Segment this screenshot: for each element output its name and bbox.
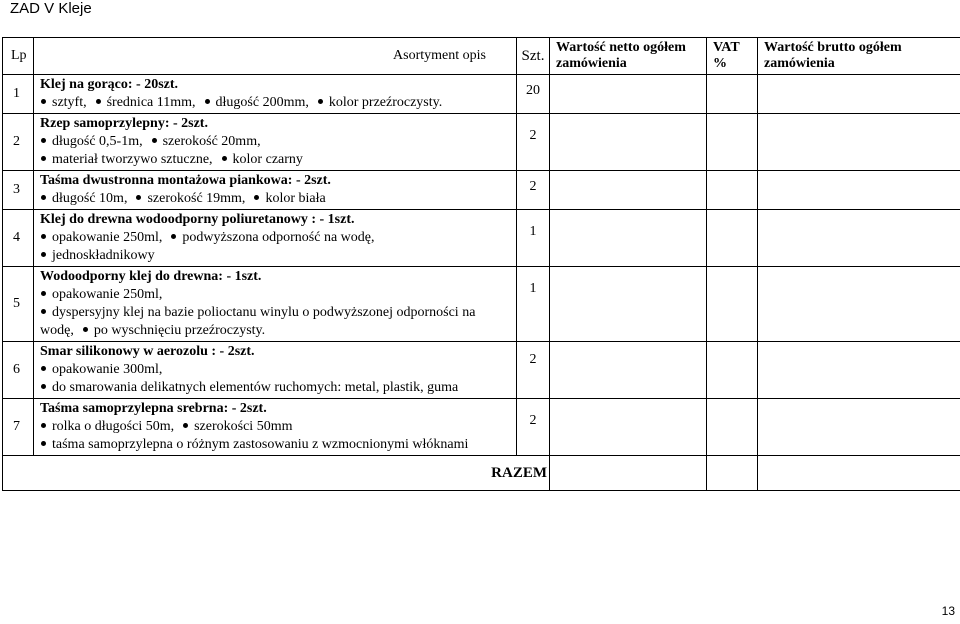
row-lp: 1 [3,75,34,114]
page-number: 13 [941,604,955,618]
bullet-icon [318,99,323,104]
row-description: Taśma samoprzylepna srebrna: - 2szt. rolka o długości 50m, szerokości 50mm taśma samoprzylepna o różnym zastosowaniu z wzmocnionymi włóknami [34,399,517,456]
bullet-icon [183,423,188,428]
bullet-icon [41,195,46,200]
bullet-icon [41,234,46,239]
document-title: ZAD V Kleje [10,0,92,17]
row-brutto [758,114,960,171]
row-netto [550,75,707,114]
row-quantity: 2 [517,399,550,456]
bullet-icon [96,99,101,104]
bullet-icon [41,291,46,296]
header-szt: Szt. [517,38,550,75]
row-lp: 5 [3,267,34,342]
table-row [3,114,960,171]
table-row [3,210,960,267]
product-name: Taśma dwustronna montażowa piankowa: - 2szt. [40,173,331,188]
row-description: Klej do drewna wodoodporny poliuretanowy : - 1szt. opakowanie 250ml, podwyższona odporność na wodę, jednoskładnikowy [34,210,517,267]
product-name: Klej na gorąco: - 20szt. [40,77,179,92]
row-brutto [758,342,960,399]
row-netto [550,267,707,342]
bullet-icon [41,423,46,428]
row-brutto [758,210,960,267]
row-quantity: 2 [517,342,550,399]
table-row [3,171,960,210]
total-row [3,456,960,491]
row-quantity: 20 [517,75,550,114]
row-brutto [758,75,960,114]
bullet-icon [41,441,46,446]
row-description: Rzep samoprzylepny: - 2szt. długość 0,5-1m, szerokość 20mm, materiał tworzywo sztuczne, kolor czarny [34,114,517,171]
row-netto [550,399,707,456]
row-quantity: 1 [517,210,550,267]
row-description: Smar silikonowy w aerozolu : - 2szt. opakowanie 300ml, do smarowania delikatnych elementów ruchomych: metal, plastik, guma [34,342,517,399]
row-vat [707,399,758,456]
table-row [3,342,960,399]
row-brutto [758,399,960,456]
bullet-icon [83,327,88,332]
row-netto [550,171,707,210]
product-name: Smar silikonowy w aerozolu : - 2szt. [40,344,255,359]
bullet-icon [171,234,176,239]
bullet-icon [222,156,227,161]
row-lp: 7 [3,399,34,456]
row-brutto [758,267,960,342]
row-description: Taśma dwustronna montażowa piankowa: - 2szt. długość 10m, szerokość 19mm, kolor biała [34,171,517,210]
total-vat [707,456,758,491]
row-vat [707,267,758,342]
row-vat [707,342,758,399]
row-vat [707,171,758,210]
row-netto [550,210,707,267]
bullet-icon [41,138,46,143]
product-name: Wodoodporny klej do drewna: - 1szt. [40,269,262,284]
header-vat: VAT % [707,38,758,75]
total-netto [550,456,707,491]
header-lp: Lp [3,38,34,75]
row-quantity: 2 [517,114,550,171]
header-opis: Asortyment opis [34,38,517,75]
product-name: Klej do drewna wodoodporny poliuretanowy : - 1szt. [40,212,355,227]
bullet-icon [41,384,46,389]
header-netto: Wartość netto ogółem zamówienia [550,38,707,75]
table-row [3,399,960,456]
table-row [3,267,960,342]
row-vat [707,210,758,267]
bullet-icon [41,156,46,161]
row-lp: 4 [3,210,34,267]
table-row [3,75,960,114]
header-brutto: Wartość brutto ogółem zamówienia [758,38,960,75]
bullet-icon [205,99,210,104]
row-quantity: 2 [517,171,550,210]
total-label: RAZEM [3,456,550,491]
bullet-icon [41,309,46,314]
row-vat [707,75,758,114]
bullet-icon [136,195,141,200]
product-name: Taśma samoprzylepna srebrna: - 2szt. [40,401,267,416]
row-description: Klej na gorąco: - 20szt. sztyft, średnica 11mm, długość 200mm, kolor przeźroczysty. [34,75,517,114]
row-brutto [758,171,960,210]
bullet-icon [254,195,259,200]
row-lp: 6 [3,342,34,399]
row-vat [707,114,758,171]
row-description: Wodoodporny klej do drewna: - 1szt. opakowanie 250ml, dyspersyjny klej na bazie polioctanu winylu o podwyższonej odporności na wodę, po wyschnięciu przeźroczysty. [34,267,517,342]
row-lp: 2 [3,114,34,171]
row-lp: 3 [3,171,34,210]
row-netto [550,342,707,399]
total-brutto [758,456,960,491]
bullet-icon [41,366,46,371]
row-quantity: 1 [517,267,550,342]
row-netto [550,114,707,171]
header-row [3,38,960,75]
bullet-icon [152,138,157,143]
product-name: Rzep samoprzylepny: - 2szt. [40,116,208,131]
bullet-icon [41,252,46,257]
order-table [2,37,960,491]
bullet-icon [41,99,46,104]
